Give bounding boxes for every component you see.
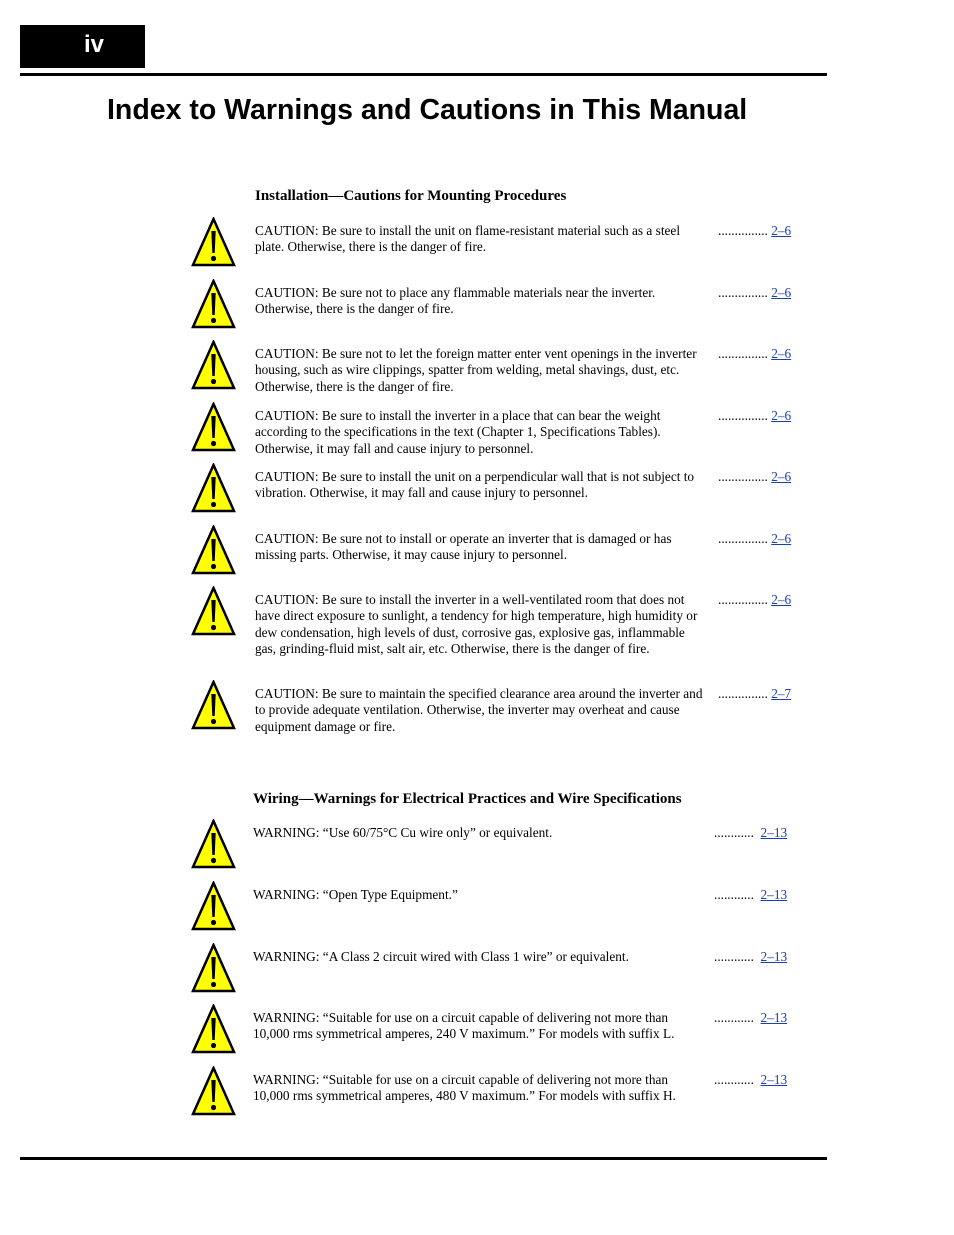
leader-dots: ............ (714, 949, 754, 964)
leader-dots: ............... (718, 346, 768, 361)
leader-dots: ............... (718, 285, 768, 300)
page-number: iv (84, 31, 105, 58)
warning-triangle-icon (191, 819, 236, 869)
warning-triangle-icon (191, 1004, 236, 1054)
entry-text: WARNING: “Suitable for use on a circuit capable of delivering not more than 10,000 rms symmetrical amperes, 240 V maximum.” For models with suffix L. (253, 1010, 675, 1042)
leader-dots: ............... (718, 408, 768, 423)
leader-dots: ............... (718, 686, 768, 701)
warning-triangle-icon (191, 943, 236, 993)
page-link[interactable]: 2–13 (760, 949, 788, 964)
entry-text: CAUTION: Be sure not to let the foreign matter enter vent openings in the inverter housing, such as wire clippings, spatter from welding, metal shavings, dust, etc. Otherwise, there is the danger of fire. (255, 346, 697, 394)
page-reference (718, 686, 791, 702)
page-reference (718, 223, 791, 239)
leader-dots: ............ (714, 825, 754, 840)
page-link[interactable]: 2–6 (771, 346, 792, 361)
page-link[interactable]: 2–13 (760, 1010, 788, 1025)
page-reference (718, 285, 791, 301)
page-link[interactable]: 2–6 (771, 223, 792, 238)
warning-triangle-icon (191, 463, 236, 513)
page-reference (718, 408, 791, 424)
page-reference (718, 531, 791, 547)
warning-triangle-icon (191, 402, 236, 452)
page-reference (714, 1010, 787, 1026)
entry-text: CAUTION: Be sure to maintain the specified clearance area around the inverter and to provide adequate ventilation. Otherwise, the inverter may overheat and cause equipment damage or fire. (255, 686, 703, 734)
page-link[interactable]: 2–13 (760, 1072, 788, 1087)
leader-dots: ............ (714, 1072, 754, 1087)
leader-dots: ............ (714, 887, 754, 902)
entry-text: WARNING: “Suitable for use on a circuit capable of delivering not more than 10,000 rms symmetrical amperes, 480 V maximum.” For models with suffix H. (253, 1072, 676, 1104)
warning-triangle-icon (191, 680, 236, 730)
entry-text: CAUTION: Be sure to install the unit on flame-resistant material such as a steel plate. Otherwise, there is the danger of fire. (255, 223, 681, 255)
entry-text: CAUTION: Be sure to install the inverter in a place that can bear the weight according to the specifications in the text (Chapter 1, Specifications Tables). Otherwise, it may fall and cause injury to personnel. (255, 408, 661, 456)
leader-dots: ............... (718, 531, 768, 546)
entry-text: CAUTION: Be sure not to place any flammable materials near the inverter. Otherwise, there is the danger of fire. (255, 285, 656, 317)
leader-dots: ............... (718, 469, 768, 484)
entry-text: WARNING: “A Class 2 circuit wired with Class 1 wire” or equivalent. (253, 949, 629, 964)
entry-text: CAUTION: Be sure not to install or operate an inverter that is damaged or has missing parts. Otherwise, it may cause injury to personnel. (255, 531, 672, 563)
page-reference (714, 1072, 787, 1088)
page-reference (714, 949, 787, 965)
page-reference (718, 592, 791, 608)
page-reference (718, 346, 791, 362)
page-link[interactable]: 2–6 (771, 408, 792, 423)
entry-text: CAUTION: Be sure to install the inverter in a well-ventilated room that does not have direct exposure to sunlight, a tendency for high temperature, high humidity or dew condensation, high levels of dust, corrosive gas, explosive gas, inflammable gas, grinding-fluid mist, salt air, etc. Otherwise, there is the danger of fire. (255, 592, 698, 656)
footer-rule (20, 1157, 827, 1160)
page-link[interactable]: 2–6 (771, 531, 792, 546)
warning-triangle-icon (191, 586, 236, 636)
warning-triangle-icon (191, 1066, 236, 1116)
header-rule (20, 73, 827, 76)
page-link[interactable]: 2–13 (760, 887, 788, 902)
page-reference (714, 825, 787, 841)
section-heading-wiring: Wiring—Warnings for Electrical Practices and Wire Specifications (253, 791, 682, 807)
leader-dots: ............ (714, 1010, 754, 1025)
leader-dots: ............... (718, 592, 768, 607)
warning-triangle-icon (191, 881, 236, 931)
warning-triangle-icon (191, 217, 236, 267)
page-number-tab (20, 25, 145, 68)
page-link[interactable]: 2–7 (771, 686, 792, 701)
page-link[interactable]: 2–13 (760, 825, 788, 840)
warning-triangle-icon (191, 525, 236, 575)
entry-text: WARNING: “Open Type Equipment.” (253, 887, 458, 902)
warning-triangle-icon (191, 279, 236, 329)
leader-dots: ............... (718, 223, 768, 238)
page-link[interactable]: 2–6 (771, 469, 792, 484)
page-title: Index to Warnings and Cautions in This Manual (107, 94, 748, 126)
entry-text: WARNING: “Use 60/75°C Cu wire only” or equivalent. (253, 825, 553, 840)
warning-triangle-icon (191, 340, 236, 390)
page-link[interactable]: 2–6 (771, 285, 792, 300)
page-link[interactable]: 2–6 (771, 592, 792, 607)
section-heading-installation: Installation—Cautions for Mounting Procedures (255, 188, 567, 204)
page-reference (714, 887, 787, 903)
page-reference (718, 469, 791, 485)
entry-text: CAUTION: Be sure to install the unit on a perpendicular wall that is not subject to vibration. Otherwise, it may fall and cause injury to personnel. (255, 469, 695, 501)
